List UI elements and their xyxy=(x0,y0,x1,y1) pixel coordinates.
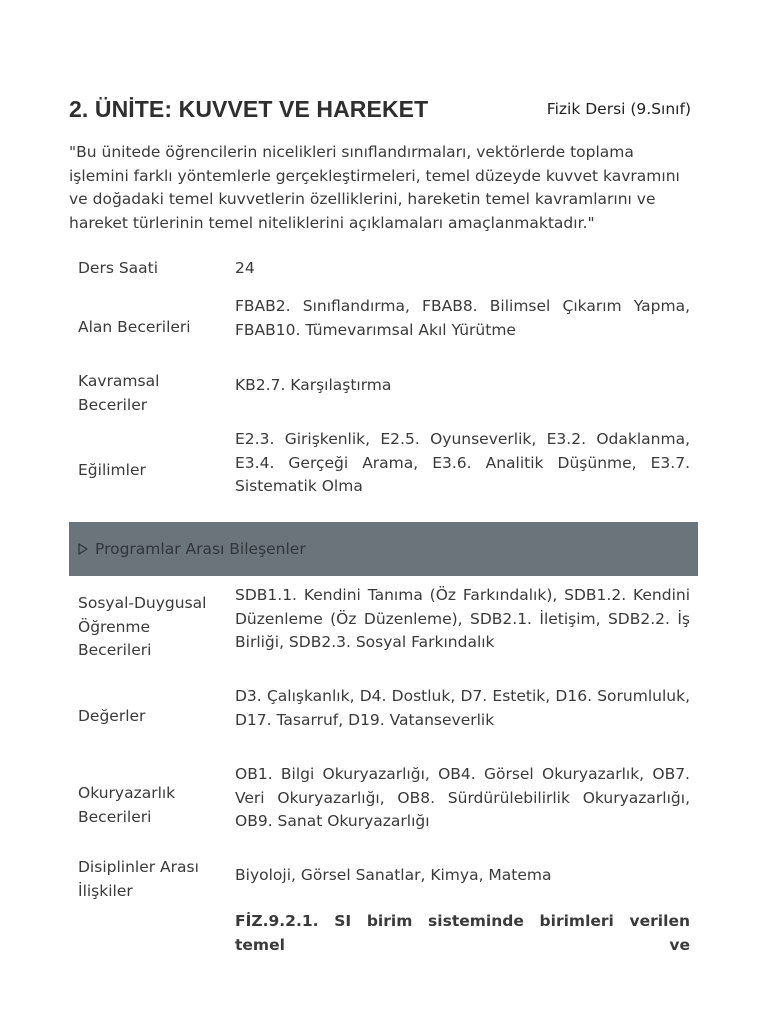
row-value: Biyoloji, Görsel Sanatlar, Kimya, Matema xyxy=(235,866,552,884)
row-ders-saati xyxy=(69,257,699,281)
row-label: Kavramsal Beceriler xyxy=(78,372,160,414)
row-value: SDB1.1. Kendini Tanıma (Öz Farkındalık), SDB1.2. Kendini Düzenleme (Öz Düzenleme), SDB2.1. İletişim, SDB2.2. İş Birliği, SDB2.3. Sosyal Farkındalık xyxy=(235,586,690,651)
row-value: 24 xyxy=(235,259,255,277)
course-label: Fizik Dersi (9.Sınıf) xyxy=(546,100,691,118)
row-label: Okuryazarlık Becerileri xyxy=(78,784,176,826)
row-value: KB2.7. Karşılaştırma xyxy=(235,376,392,394)
unit-header xyxy=(69,96,691,126)
row-label: Disiplinler Arası İlişkiler xyxy=(78,858,199,900)
unit-title: 2. ÜNİTE: KUVVET VE HAREKET xyxy=(69,96,429,122)
row-sosyal-duygusal xyxy=(69,584,699,660)
row-okuryazarlik xyxy=(69,763,699,835)
row-label: Alan Becerileri xyxy=(78,318,191,336)
row-value: FBAB2. Sınıflandırma, FBAB8. Bilimsel Çıkarım Yapma, FBAB10. Tümevarımsal Akıl Yürütme xyxy=(235,297,690,339)
row-disiplinler-arasi xyxy=(69,856,699,906)
row-degerler xyxy=(69,685,699,735)
row-label: Değerler xyxy=(78,707,146,725)
row-label: Eğilimler xyxy=(78,461,146,479)
learning-outcome-text: FİZ.9.2.1. SI birim sisteminde birimleri verilen temel ve xyxy=(235,912,690,954)
row-value: D3. Çalışkanlık, D4. Dostluk, D7. Estetik, D16. Sorumluluk, D17. Tasarruf, D19. Vatanseverlik xyxy=(235,687,690,729)
row-kavramsal-beceriler xyxy=(69,370,699,420)
row-egilimler xyxy=(69,428,699,500)
row-label: Sosyal-Duygusal Öğrenme Becerileri xyxy=(78,594,207,659)
row-alan-becerileri xyxy=(69,295,699,345)
triangle-right-icon xyxy=(78,542,90,556)
row-label: Ders Saati xyxy=(78,259,159,277)
section-programlar-arasi-bilesenler[interactable] xyxy=(69,522,698,576)
row-value: OB1. Bilgi Okuryazarlığı, OB4. Görsel Okuryazarlık, OB7. Veri Okuryazarlığı, OB8. Sürdürülebilirlik Okuryazarlığı, OB9. Sanat Okuryazarlığı xyxy=(235,765,690,830)
row-learning-outcome xyxy=(69,910,699,954)
section-label: Programlar Arası Bileşenler xyxy=(95,540,306,558)
unit-description: "Bu ünitede öğrencilerin nicelikleri sınıflandırmaları, vektörlerde toplama işlemini farklı yöntemlerle gerçekleştirmeleri, temel düzeyde kuvvet kavramını ve doğadaki temel kuvvetlerin özelliklerini, hareketin temel kavramlarını ve hareket türlerinin temel niteliklerini açıklamaları amaçlanmaktadır." xyxy=(69,143,680,232)
row-value: E2.3. Girişkenlik, E2.5. Oyunseverlik, E3.2. Odaklanma, E3.4. Gerçeği Arama, E3.6. Analitik Düşünme, E3.7. Sistematik Olma xyxy=(235,430,690,495)
